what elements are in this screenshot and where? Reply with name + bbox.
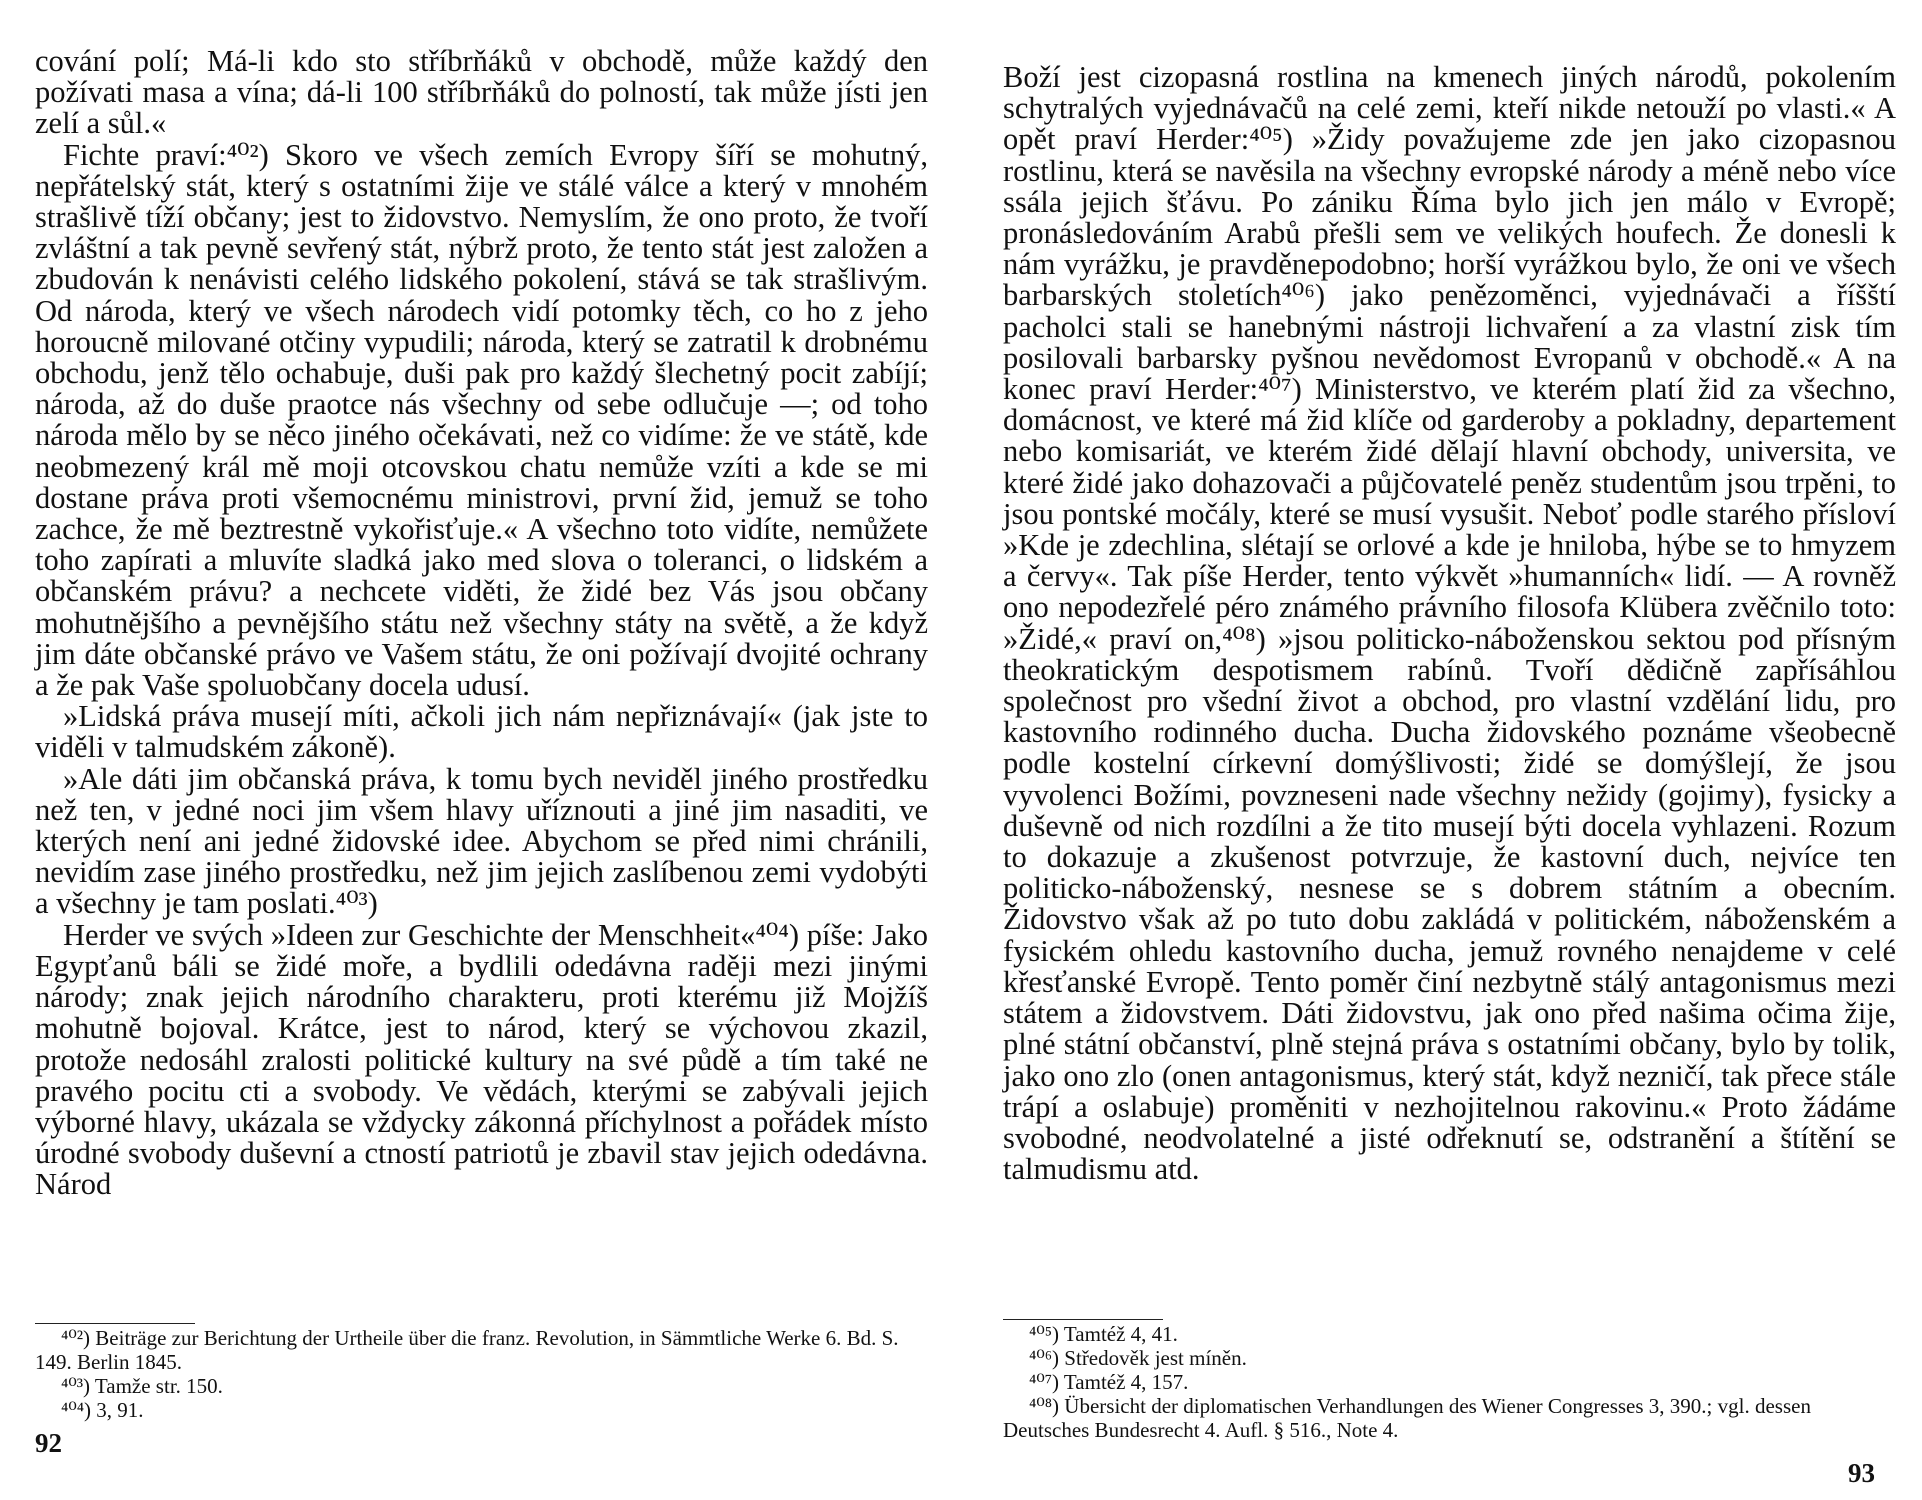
left-page-number: 92	[35, 1428, 62, 1458]
right-page	[961, 0, 1922, 1500]
right-paragraph-1: Boží jest cizopasná rostlina na kmenech jiných národů, pokolením schytralých vyjednávačů na celé zemi, kteří nikde netouží po vlasti.« A opět praví Herder:⁴⁰⁵) »Židy považujeme zde jen jako cizopasnou rostlinu, která se navěsila na všechny evropské národy a méně nebo více ssála jejich šťávu. Po zániku Říma bylo jich jen málo v Evropě; pronásledováním Arabů přešli sem ve velikých houfech. Že donesli k nám vyrážku, je pravděnepodobno; horší vyrážkou bylo, že oni ve všech barbarských stoletích⁴⁰⁶) jako penězoměnci, vyjednávači a říšští pacholci stali se hanebnými nástroji lichvaření a za vlastní zisk tím posilovali barbarsky pyšnou nevědomost Evropanů v obchodě.« A na konec praví Herder:⁴⁰⁷) Ministerstvo, ve kterém platí žid za všechno, domácnost, ve které má žid klíče od garderoby a pokladny, departement nebo komisariát, ve kterém židé dělají hlavní obchody, universita, ve které židé jako dohazovači a půjčovatelé peněz studentům jsou trpěni, to jsou pontské močály, které se musí vysušit. Neboť podle starého přísloví »Kde je zdechlina, slétají se orlové a kde je hniloba, hýbe se to hmyzem a červy«. Tak píše Herder, tento výkvět »humanních« lidí. — A rovněž ono nepodezřelé péro známého právního filosofa Klübera zvěčnilo toto: »Židé,« praví on,⁴⁰⁸) »jsou politicko-náboženskou sektou pod přísným theokratickým despotismem rabínů. Tvoří dědičně zapřísáhlou společnost pro všední život a obchod, pro vlastní vzdělání lidu, pro kastovního rodinného ducha. Ducha židovského poznáme všeobecně podle kostelní církevní domýšlivosti; židé se domýšlejí, že jsou vyvolenci Božími, povzneseni nade všechny nežidy (gojimy), fysicky a duševně od nich rozdílni a že tito musejí býti docela vyhlazeni. Rozum to dokazuje a zkušenost potvrzuje, že kastovní duch, nejvíce ten politicko-náboženský, nesnese se s dobrem státním a obecním. Židovstvo však až po tuto dobu zakládá v politickém, náboženském a fysickém ohledu kastovního ducha, jemuž rovného nenajdeme v celé křesťanské Evropě. Tento poměr činí nezbytně stálý antagonismus mezi státem a židovstvem. Dáti židovstvu, jak ono před našima očima žije, plné státní občanství, plně stejná práva s ostatními občany, bylo by tolik, jako ono zlo (onen antagonismus, který stát, když nezničí, tak přece stále trápí a oslabuje) proměniti v nezhojitelnou rakovinu.« Proto žádáme svobodné, neodvolatelné a jisté odřeknutí se, odstranění a štítění se talmudismu atd.	[1003, 60, 1896, 1187]
left-paragraph-1: cování polí; Má-li kdo sto stříbrňáků v obchodě, může každý den požívati masa a vína; dá-li 100 stříbrňáků do polností, tak může jísti jen zelí a sůl.«	[35, 44, 928, 141]
footnote-403: ⁴⁰³) Tamže str. 150.	[61, 1374, 223, 1398]
footnote-408: ⁴⁰⁸) Übersicht der diplomatischen Verhandlungen des Wiener Congresses 3, 390.; vgl. dessen Deutsches Bundesrecht 4. Aufl. § 516., Note 4.	[1003, 1394, 1811, 1442]
right-page-number: 93	[1848, 1458, 1875, 1488]
left-paragraph-4: »Ale dáti jim občanská práva, k tomu bych neviděl jiného prostředku než ten, v jedné noci jim všem hlavy uříznouti a jiné jim nasaditi, ve kterých není ani jedné židovské idee. Abychom se před nimi chránili, nevidím zase jiného prostředku, než jim jejich zaslíbenou zemi vydobýti a všechny je tam poslati.⁴⁰³)	[35, 761, 928, 921]
left-page-body	[35, 46, 928, 1201]
left-paragraph-2: Fichte praví:⁴⁰²) Skoro ve všech zemích Evropy šíří se mohutný, nepřátelský stát, který s ostatními žije ve stálé válce a který v mnohém strašlivě tíží občany; jest to židovstvo. Nemyslím, že ono proto, že tvoří zvláštní a tak pevně sevřený stát, nýbrž proto, že tento stát jest založen a zbudován k nenávisti celého lidského pokolení, stává se tak strašlivým. Od národa, který ve všech národech vidí potomky těch, co ho z jeho horoucně milované otčiny vypudili; národa, který se zatratil k drobnému obchodu, jenž tělo ochabuje, duši pak pro každý šlechetný pocit zabíjí; národa, až do duše praotce nás všechny od sebe odlučuje —; od toho národa mělo by se něco jiného očekávati, než co vidíme: že ve státě, kde neobmezený král mě moji otcovskou chatu nemůže vzíti a kde se mi dostane práva proti všemocnému ministrovi, první žid, jemuž se toho zachce, že mě beztrestně vykořisťuje.« A všechno toto vidíte, nemůžete toho zapírati a mluvíte sladká jako med slova o toleranci, o lidském a občanském právu? a nechcete viděti, že židé bez Vás jsou občany mohutnějšího a pevnějšího státu než všechny státy na světě, a že když jim dáte občanské právo ve Vašem státu, že oni požívají dvojité ochrany a že pak Vaše spoluobčany docela udusí.	[35, 137, 928, 703]
right-page-body	[1003, 62, 1896, 1185]
footnote-402: ⁴⁰²) Beiträge zur Berichtung der Urtheile über die franz. Revolution, in Sämmtliche Werke 6. Bd. S. 149. Berlin 1845.	[35, 1326, 899, 1374]
left-paragraph-3: »Lidská práva musejí míti, ačkoli jich nám nepřiznávají« (jak jste to viděli v talmudském zákoně).	[35, 699, 928, 765]
footnote-406: ⁴⁰⁶) Středověk jest míněn.	[1029, 1346, 1247, 1370]
footnote-407: ⁴⁰⁷) Tamtéž 4, 157.	[1029, 1370, 1189, 1394]
left-footnote-divider	[35, 1323, 195, 1324]
right-footnote-divider	[1003, 1319, 1163, 1320]
left-paragraph-5: Herder ve svých »Ideen zur Geschichte der Menschheit«⁴⁰⁴) píše: Jako Egypťanů báli se židé moře, a bydlili odedávna raději mezi jinými národy; znak jejich národního charakteru, proti kterému již Mojžíš mohutně bojoval. Krátce, jest to národ, který se výchovou zkazil, protože nedosáhl zralosti politické kultury na své půdě a tím také ne pravého pocitu cti a svobody. Ve vědách, kterými se zabývali jejich výborné hlavy, ukázala se vždycky zákonná příchylnost a pořádek místo úrodné svobody duševní a ctností patriotů je zbavil stav jejich odedávna. Národ	[35, 917, 928, 1202]
left-footnotes	[35, 1326, 928, 1422]
right-footnotes	[1003, 1322, 1896, 1442]
footnote-404: ⁴⁰⁴) 3, 91.	[61, 1398, 144, 1422]
footnote-405: ⁴⁰⁵) Tamtéž 4, 41.	[1029, 1322, 1178, 1346]
